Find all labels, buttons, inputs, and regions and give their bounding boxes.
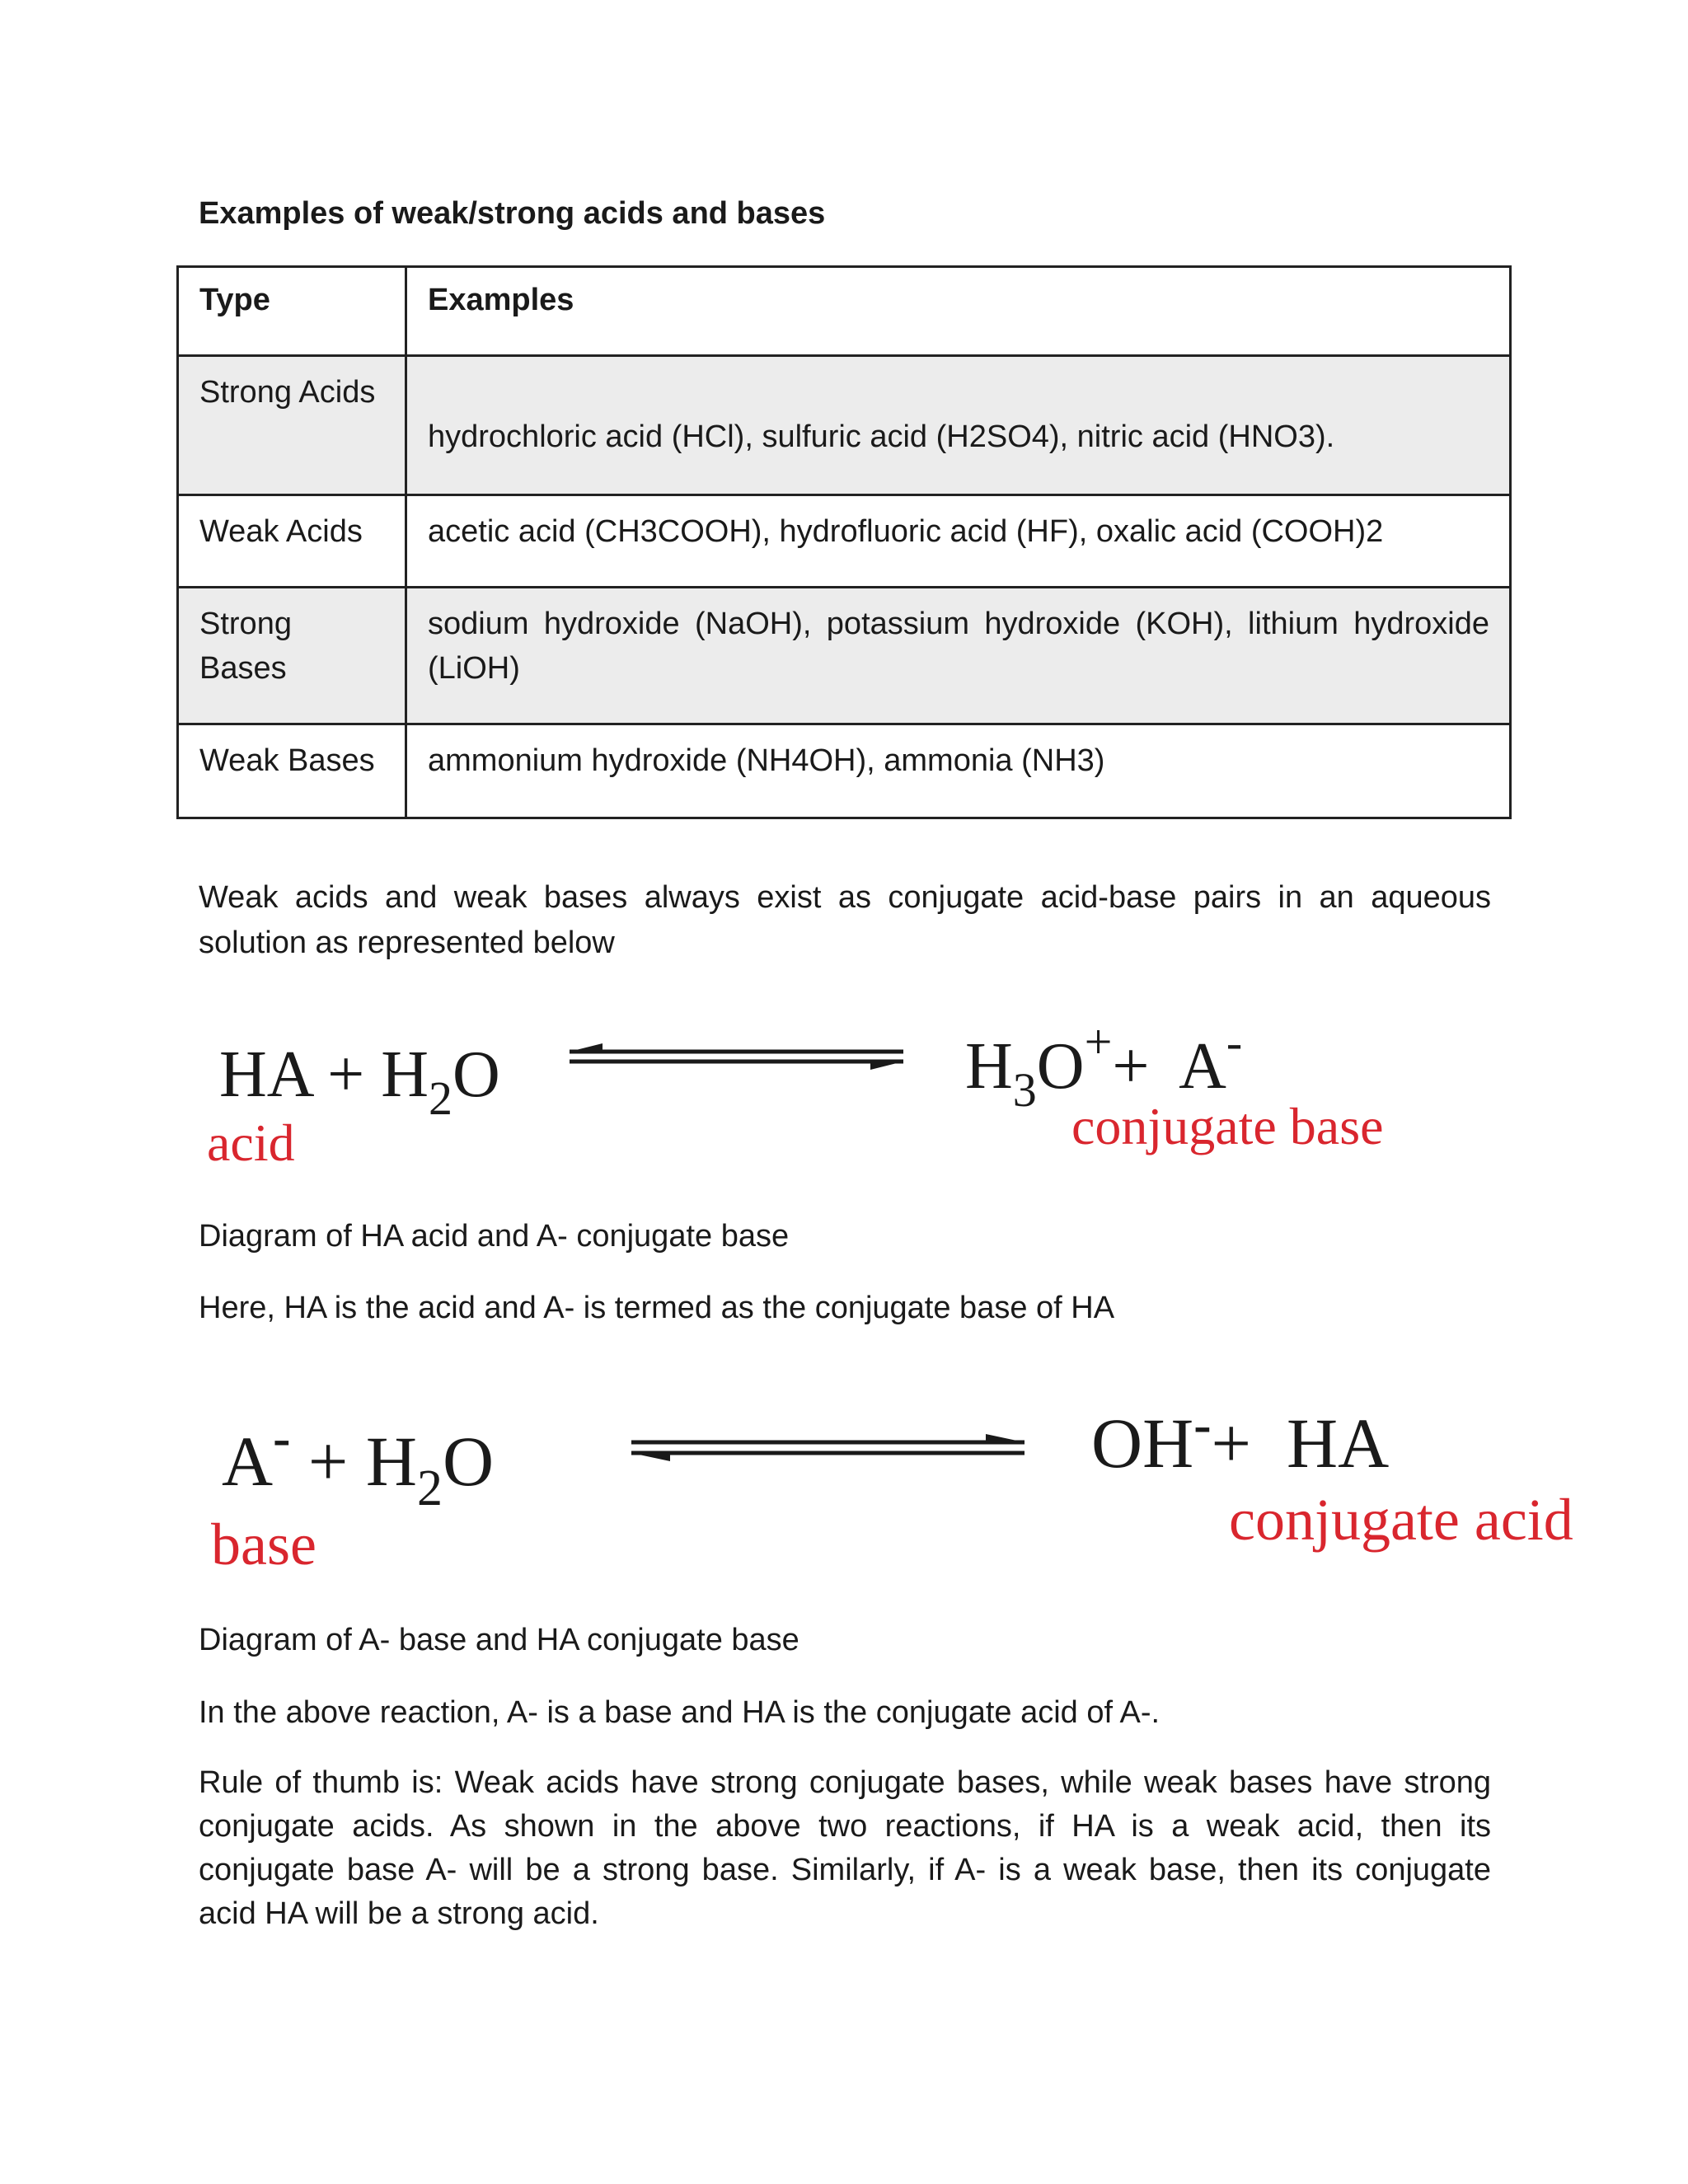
table-row — [178, 495, 1511, 588]
caption-equation-1: Diagram of HA acid and A- conjugate base — [199, 1219, 790, 1254]
eq2-lhs-minus-sup: - — [273, 1408, 291, 1467]
eq2-label-conjugate-acid: conjugate acid — [1229, 1487, 1573, 1553]
equilibrium-arrow-icon — [631, 1434, 1025, 1461]
eq2-rhs-oh: OH — [1091, 1404, 1194, 1483]
eq2-lhs-o: O — [443, 1422, 495, 1501]
eq2-label-base: base — [211, 1511, 316, 1577]
eq2-lhs-rest: + H — [290, 1422, 418, 1501]
examples-cell — [406, 356, 1511, 495]
equation-base-hydrolysis — [199, 1393, 1688, 1591]
type-cell: Strong Acids — [178, 356, 406, 495]
eq1-lhs-ha: HA + H — [219, 1038, 429, 1111]
examples-cell: ammonium hydroxide (NH4OH), ammonia (NH3) — [406, 724, 1511, 818]
intro-paragraph: Weak acids and weak bases always exist as conjugate acid-base pairs in an aqueous solution as represented below — [199, 880, 1491, 960]
eq2-rhs-minus-sup: - — [1193, 1395, 1212, 1454]
eq2-lhs-a: A — [222, 1422, 274, 1501]
eq1-lhs-o: O — [452, 1038, 500, 1111]
type-cell: Strong Bases — [178, 588, 406, 724]
svg-text:HA + H2O — [219, 1038, 500, 1125]
text-ha-acid: Here, HA is the acid and A- is termed as the conjugate base of HA — [199, 1291, 1115, 1325]
equation-diagram — [199, 1393, 1688, 1591]
acids-bases-table — [176, 265, 1512, 819]
eq1-rhs-h: H — [965, 1030, 1013, 1103]
table-header-examples: Examples — [406, 267, 1511, 356]
eq1-lhs-sub: 2 — [429, 1071, 453, 1125]
text-a-base: In the above reaction, A- is a base and HA is the conjugate acid of A-. — [199, 1695, 1160, 1730]
page-title: Examples of weak/strong acids and bases — [199, 196, 826, 231]
examples-cell: sodium hydroxide (NaOH), potassium hydroxide (KOH), lithium hydroxide (LiOH) — [406, 588, 1511, 724]
eq1-rhs-plus-sup: + — [1084, 1015, 1113, 1069]
equilibrium-arrow-icon — [570, 1043, 903, 1070]
eq2-lhs-sub: 2 — [417, 1460, 443, 1516]
eq1-rhs-minus-sup: - — [1226, 1015, 1243, 1069]
examples-cell: acetic acid (CH3COOH), hydrofluoric acid (HF), oxalic acid (COOH)2 — [406, 495, 1511, 588]
table-row — [178, 588, 1511, 724]
rule-of-thumb-paragraph: Rule of thumb is: Weak acids have strong conjugate bases, while weak bases have strong conjugate acids. As shown in the above two reactions, if HA is a weak acid, then its conjugate base A- will be a strong base. Similarly, if A- is a weak base, then its conjugate acid HA will be a strong acid. — [199, 1765, 1491, 1931]
eq1-rhs-rest: + A — [1112, 1030, 1226, 1103]
type-cell: Weak Bases — [178, 724, 406, 818]
table-header-row — [178, 267, 1511, 356]
caption-equation-2: Diagram of A- base and HA conjugate base — [199, 1623, 799, 1657]
eq1-label-conjugate-base: conjugate base — [1071, 1097, 1384, 1155]
svg-text:OH-+ HA — [1091, 1395, 1389, 1483]
table-row — [178, 356, 1511, 495]
svg-text:A- + H2O — [222, 1408, 494, 1516]
eq1-label-acid: acid — [207, 1113, 295, 1172]
equation-acid-dissociation — [199, 1005, 1688, 1195]
type-cell: Weak Acids — [178, 495, 406, 588]
eq1-rhs-sub: 3 — [1012, 1063, 1037, 1117]
eq1-rhs-o: O — [1036, 1030, 1085, 1103]
table-row — [178, 724, 1511, 818]
equation-diagram — [199, 1005, 1688, 1195]
table-header-type: Type — [178, 267, 406, 356]
examples-text: hydrochloric acid (HCl), sulfuric acid (H2SO4), nitric acid (HNO3). — [428, 419, 1335, 454]
eq2-rhs-rest: + HA — [1211, 1404, 1390, 1483]
